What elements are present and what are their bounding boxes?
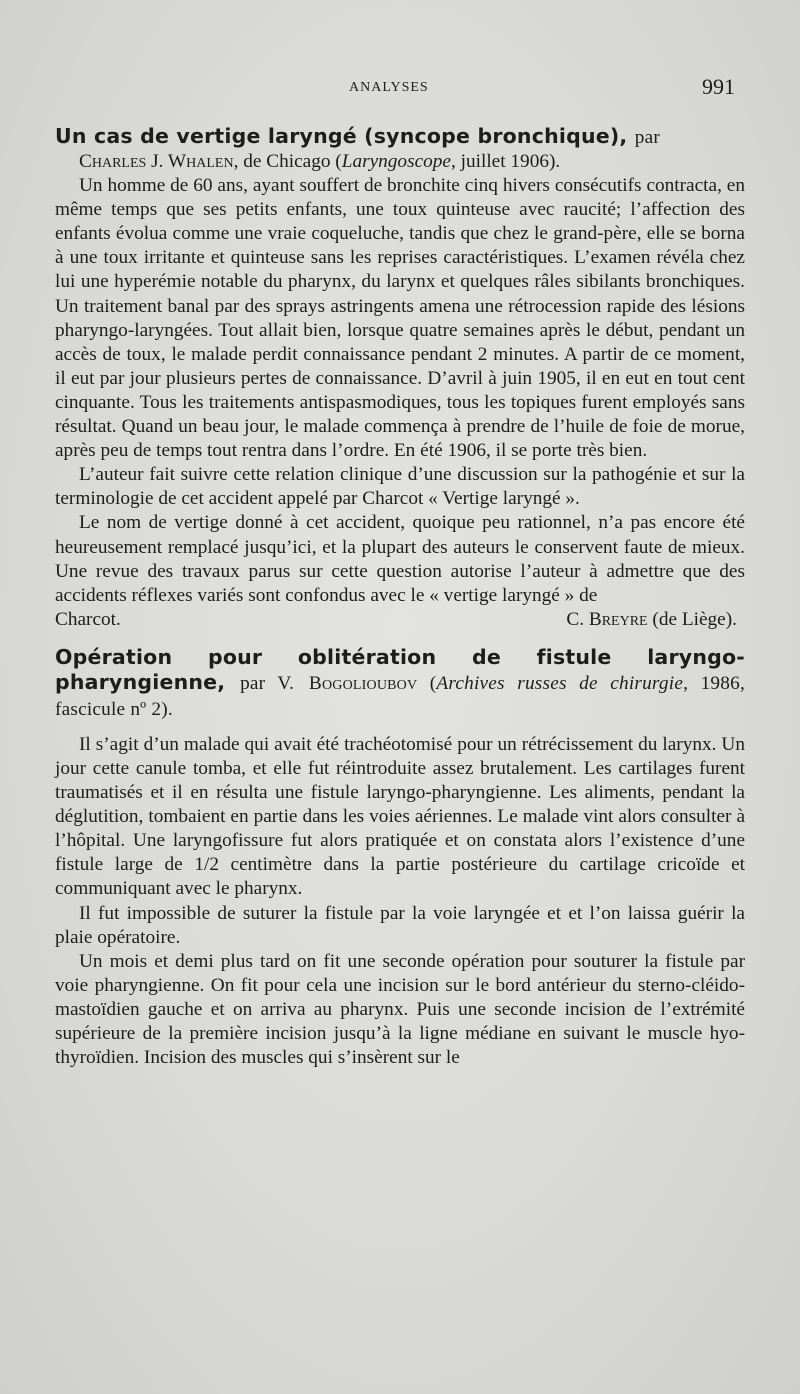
journal-name: Archives russes de chirurgie <box>436 672 684 694</box>
paragraph: Le nom de vertige donné à cet accident, quoique peu rationnel, n’a pas encore été heureusement remplacé jusqu’ici, et la plupart des auteurs le conservent faute de mieux. Une revue des travaux parus sur cette question autorise l’auteur à admettre que des accidents réflexes variés sont confondus avec le « vertige laryngé » de <box>55 512 745 606</box>
journal-name: Laryngoscope <box>341 151 451 172</box>
signature <box>566 608 737 632</box>
signature-name: C. Breyre <box>566 608 648 630</box>
paragraph: Il fut impossible de suturer la fistule par la voie laryngée et et l’on laissa guérir la plaie opératoire. <box>55 902 745 948</box>
paragraph: Un homme de 60 ans, ayant souffert de bronchite cinq hivers consécutifs contracta, en même temps que ses petits enfants, une toux quinteuse avec raucité; l’affection des enfants évolua comme une vraie coqueluche, tandis que chez le grand-père, elle se borna à une toux irritante et quinteuse sans les reprises caractéristiques. L’examen révéla chez lui une hyperémie notable du pharynx, du larynx et quelques râles sibilants bronchiques. Un traitement banal par des sprays astringents amena une rétrocession rapide des lésions pharyngo-laryngées. Tout allait bien, lorsque quatre semaines après le début, pendant un accès de toux, le malade perdit connaissance pendant 2 minutes. A partir de ce moment, il eut par jour plusieurs pertes de connaissance. D’avril à juin 1905, il en eut en tout cent cinquante. Tous les traitements antispasmodiques, tous les topiques furent employés sans résultat. Quand un beau jour, le malade commença à prendre de l’huile de foie de morue, après peu de temps tout rentra dans l’ordre. En été 1906, il se porte très bien. <box>55 175 745 462</box>
signature-left: Charcot. <box>55 608 121 630</box>
article-vertige-larynge <box>55 124 745 632</box>
journal-date: , juillet 1906). <box>450 151 561 172</box>
article-title-text: Opération pour oblitération de fistule laryngo-pharyngienne, <box>55 644 745 694</box>
article-citation <box>55 150 745 174</box>
signature-place: (de Liège). <box>647 608 737 630</box>
paragraph: Un mois et demi plus tard on fit une seconde opération pour souturer la fistule par voie pharyngienne. On fit pour cela une incision sur le bord antérieur du sterno-cléido-mastoïdien gauche et on arriva au pharynx. Puis une seconde incision de l’extrémité supérieure de la première incision jusqu’à la ligne médiane en suivant le muscle hyo-thyroïdien. Incision des muscles qui s’insèrent sur le <box>55 950 745 1069</box>
signature-line <box>55 608 745 632</box>
journal-date: , 1986, fascicule nº 2). <box>55 672 745 720</box>
paragraph: L’auteur fait suivre cette relation clinique d’une discussion sur la pathogénie et sur la terminologie de cet accident appelé par Charcot « Vertige laryngé ». <box>55 464 745 510</box>
page-number: 991 <box>702 74 735 99</box>
article-heading <box>55 645 745 722</box>
author-place: , de Chicago ( <box>233 151 342 172</box>
paragraph: Il s’agit d’un malade qui avait été trachéotomisé pour un rétrécissement du larynx. Un jour cette canule tomba, et elle fut réintroduite assez brutalement. Les cartilages furent traumatisés et il en résulta une fistule laryngo-pharyngienne. Les aliments, pendant la déglutition, tombaient en partie dans les voies aériennes. Le malade vint alors consulter à l’hôpital. Une laryngofissure fut alors pratiquée et on constata alors l’existence d’une fistule large de 1/2 centimètre dans la partie postérieure du cartilage cricoïde et communiquant avec le pharynx. <box>55 733 745 900</box>
author-name: Bogolioubov <box>308 672 418 694</box>
article-title <box>55 124 745 150</box>
page-header <box>0 74 800 102</box>
article-fistule <box>55 645 745 1070</box>
article-title-par: par V. <box>240 672 295 694</box>
article-title-text: Un cas de vertige laryngé (syncope bronchique), <box>55 124 628 148</box>
running-head: ANALYSES <box>349 80 429 95</box>
article-title-par: par <box>634 127 660 148</box>
page-body <box>55 124 745 1070</box>
author-name: Charles J. Whalen <box>79 151 234 172</box>
open-paren: ( <box>417 672 437 694</box>
article-title <box>55 645 745 722</box>
